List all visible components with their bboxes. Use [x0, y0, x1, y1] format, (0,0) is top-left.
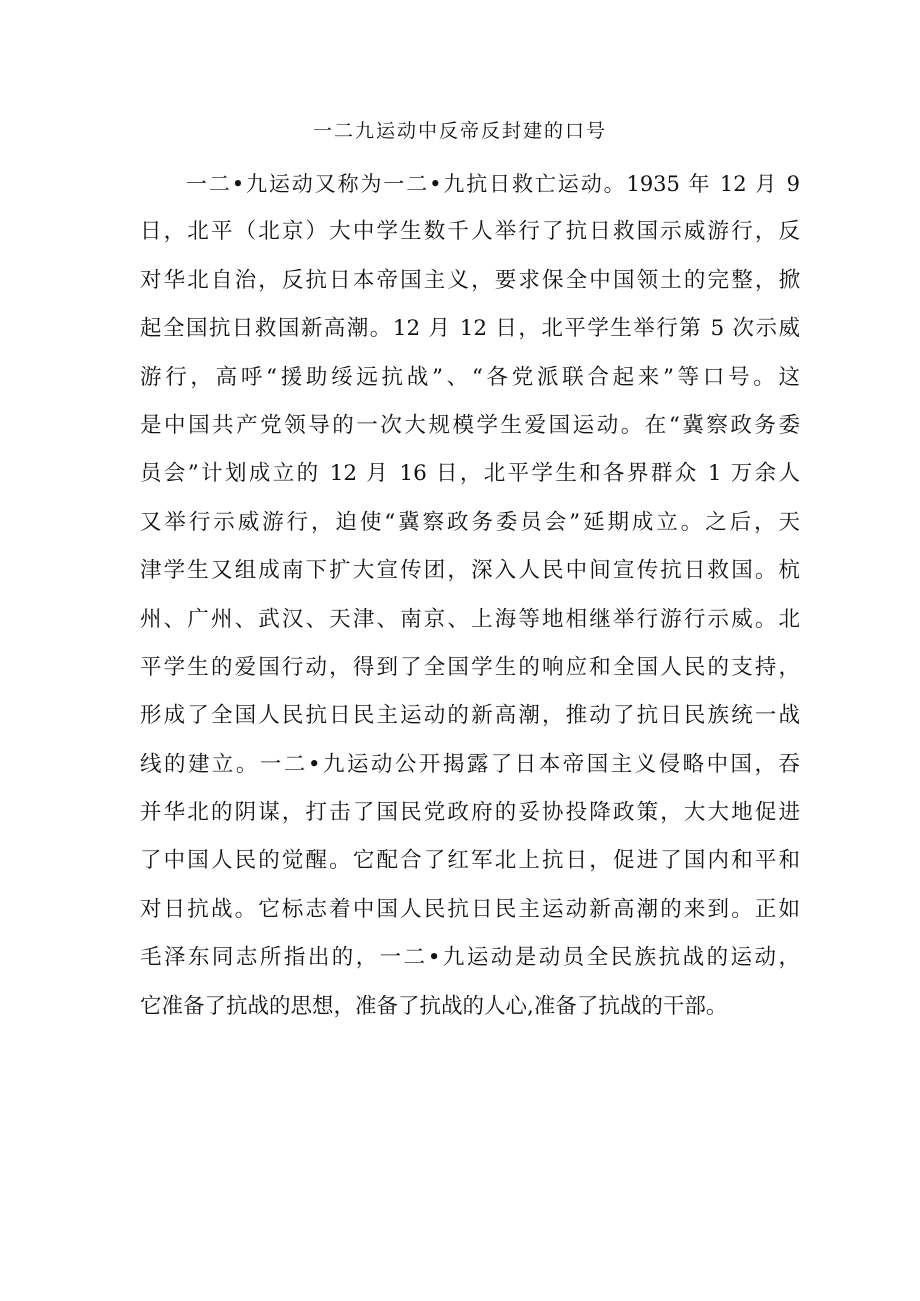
- paragraph-line: 毛泽东同志所指出的，一二•九运动是动员全民族抗战的运动，: [140, 945, 800, 971]
- document-title: 一二九运动中反帝反封建的口号: [312, 120, 607, 142]
- paragraph-line: 它准备了抗战的思想，准备了抗战的人心,准备了抗战的干部。: [140, 993, 728, 1019]
- paragraph-line: 一二•九运动又称为一二•九抗日救亡运动。1935 年 12 月 9: [186, 172, 800, 196]
- paragraph-line: 又举行示威游行，迫使“冀察政务委员会”延期成立。之后，天: [140, 509, 800, 535]
- paragraph-line: 津学生又组成南下扩大宣传团，深入人民中间宣传抗日救国。杭: [140, 558, 800, 584]
- paragraph-line: 是中国共产党领导的一次大规模学生爱国运动。在“冀察政务委: [140, 412, 800, 438]
- body-paragraph: [140, 160, 800, 1031]
- paragraph-line: 游行，高呼“援助绥远抗战”、“各党派联合起来”等口号。这: [140, 364, 800, 390]
- paragraph-line: 并华北的阴谋，打击了国民党政府的妥协投降政策，大大地促进: [140, 800, 800, 826]
- paragraph-line: 了中国人民的觉醒。它配合了红军北上抗日，促进了国内和平和: [140, 848, 800, 874]
- paragraph-line: 对华北自治，反抗日本帝国主义，要求保全中国领土的完整，掀: [140, 267, 800, 293]
- paragraph-line: 形成了全国人民抗日民主运动的新高潮，推动了抗日民族统一战: [140, 703, 800, 729]
- paragraph-line: 员会”计划成立的 12 月 16 日，北平学生和各界群众 1 万余人: [140, 461, 800, 487]
- paragraph-line: 线的建立。一二•九运动公开揭露了日本帝国主义侵略中国，吞: [140, 751, 800, 777]
- paragraph-line: 州、广州、武汉、天津、南京、上海等地相继举行游行示威。北: [140, 606, 800, 632]
- paragraph-line: 对日抗战。它标志着中国人民抗日民主运动新高潮的来到。正如: [140, 896, 800, 922]
- paragraph-line: 日，北平（北京）大中学生数千人举行了抗日救国示威游行，反: [140, 219, 800, 245]
- paragraph-line: 平学生的爱国行动，得到了全国学生的响应和全国人民的支持，: [140, 654, 800, 680]
- paragraph-line: 起全国抗日救国新高潮。12 月 12 日，北平学生举行第 5 次示威: [140, 316, 800, 342]
